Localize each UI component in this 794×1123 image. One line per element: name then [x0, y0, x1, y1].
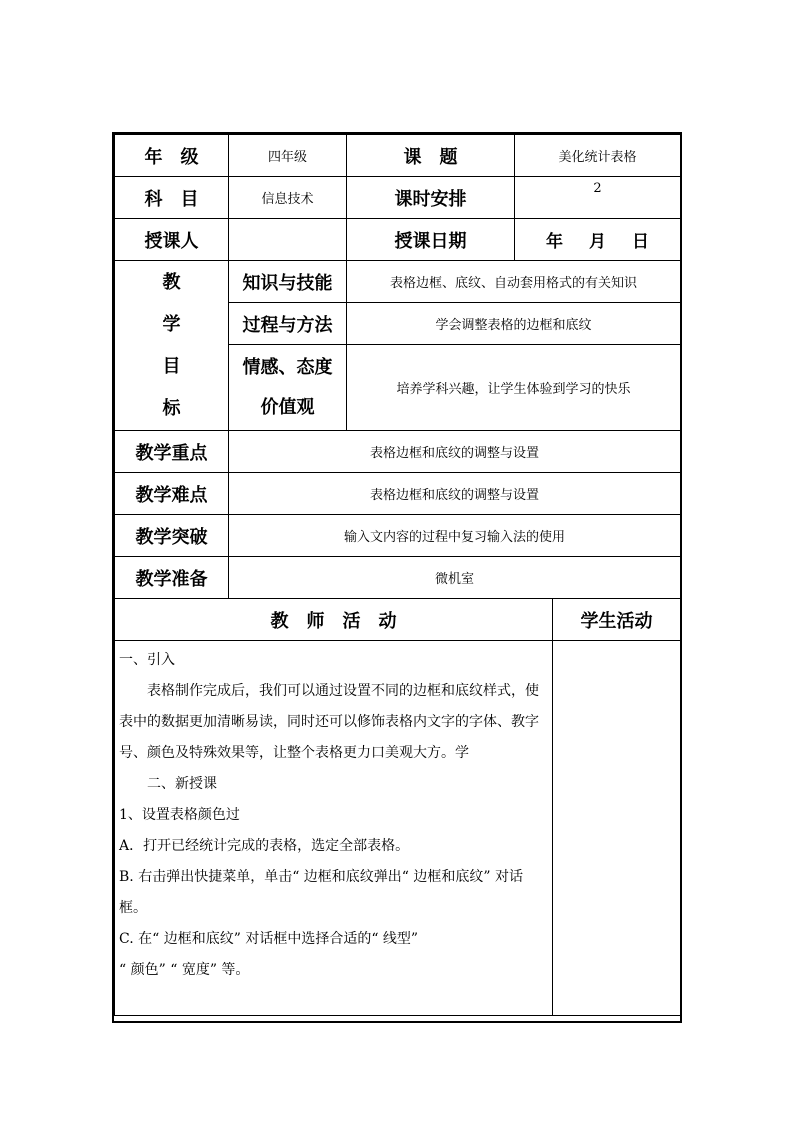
row-focus: [115, 431, 681, 473]
prep-value: 微机室: [229, 557, 681, 599]
focus-label: 教学重点: [115, 431, 229, 473]
grade-value: 四年级: [229, 135, 347, 177]
lesson-plan-table: [114, 134, 681, 1016]
row-difficulty: [115, 473, 681, 515]
topic-label: 课 题: [347, 135, 515, 177]
process-value: 学会调整表格的边框和底纹: [347, 303, 681, 345]
goals-side-label: [115, 261, 229, 431]
prep-label: 教学准备: [115, 557, 229, 599]
date-year: 年: [546, 232, 563, 252]
knowledge-value: 表格边框、底纹、自动套用格式的有关知识: [347, 261, 681, 303]
goals-char-3: 目: [162, 355, 181, 377]
teacher-value: [229, 219, 347, 261]
breakthrough-label: 教学突破: [115, 515, 229, 557]
row-activities-body: [115, 641, 681, 1016]
subject-value: 信息技术: [229, 177, 347, 219]
goals-char-4: 标: [162, 397, 181, 419]
activity-line-6: B. 右击弹出快捷菜单，单击“ 边框和底纹弹出“ 边框和底纹” 对话框。: [119, 869, 524, 916]
emotion-value: 培养学科兴趣，让学生体验到学习的快乐: [347, 345, 681, 431]
topic-value: 美化统计表格: [515, 135, 681, 177]
activity-line-2: 表格制作完成后，我们可以通过设置不同的边框和底纹样式，使表中的数据更加清晰易读，同时还可以修饰表格内文字的字体、教字号、颜色及特殊效果等，让整个表格更力口美观大方。学: [119, 683, 539, 761]
activity-line-3: 二、新授课: [147, 776, 217, 792]
emotion-label-line-2: 价值观: [260, 396, 315, 418]
activity-line-1: 一、引入: [119, 652, 175, 668]
teacher-label: 授课人: [115, 219, 229, 261]
subject-label: 科 目: [115, 177, 229, 219]
knowledge-label: 知识与技能: [229, 261, 347, 303]
row-activities-header: [115, 599, 681, 641]
breakthrough-value: 输入文内容的过程中复习输入法的使用: [229, 515, 681, 557]
emotion-label: [229, 345, 347, 431]
row-breakthrough: [115, 515, 681, 557]
activity-line-7: C. 在“ 边框和底纹” 对话框中选择合适的“ 线型”: [119, 931, 419, 947]
goals-char-1: 教: [162, 271, 181, 293]
activity-line-8: “ 颜色” “ 宽度” 等。: [119, 962, 250, 978]
teacher-activities-content: [115, 641, 553, 1016]
grade-label: 年 级: [115, 135, 229, 177]
hours-label: 课时安排: [347, 177, 515, 219]
date-label: 授课日期: [347, 219, 515, 261]
activity-line-4: 1、设置表格颜色过: [119, 807, 240, 823]
date-value: [515, 219, 681, 261]
row-knowledge: [115, 261, 681, 303]
difficulty-label: 教学难点: [115, 473, 229, 515]
student-activities-content: [553, 641, 681, 1016]
row-teacher: [115, 219, 681, 261]
goals-char-2: 学: [162, 313, 181, 335]
row-subject: [115, 177, 681, 219]
teacher-activities-heading: 教 师 活 动: [115, 599, 553, 641]
student-activities-heading: 学生活动: [553, 599, 681, 641]
date-day: 日: [632, 232, 649, 252]
process-label: 过程与方法: [229, 303, 347, 345]
emotion-label-line-1: 情感、态度: [242, 356, 333, 378]
hours-value: 2: [515, 177, 681, 219]
date-month: 月: [589, 232, 606, 252]
row-grade: [115, 135, 681, 177]
focus-value: 表格边框和底纹的调整与设置: [229, 431, 681, 473]
row-prep: [115, 557, 681, 599]
difficulty-value: 表格边框和底纹的调整与设置: [229, 473, 681, 515]
activity-line-5: A．打开已经统计完成的表格，选定全部表格。: [119, 838, 410, 854]
